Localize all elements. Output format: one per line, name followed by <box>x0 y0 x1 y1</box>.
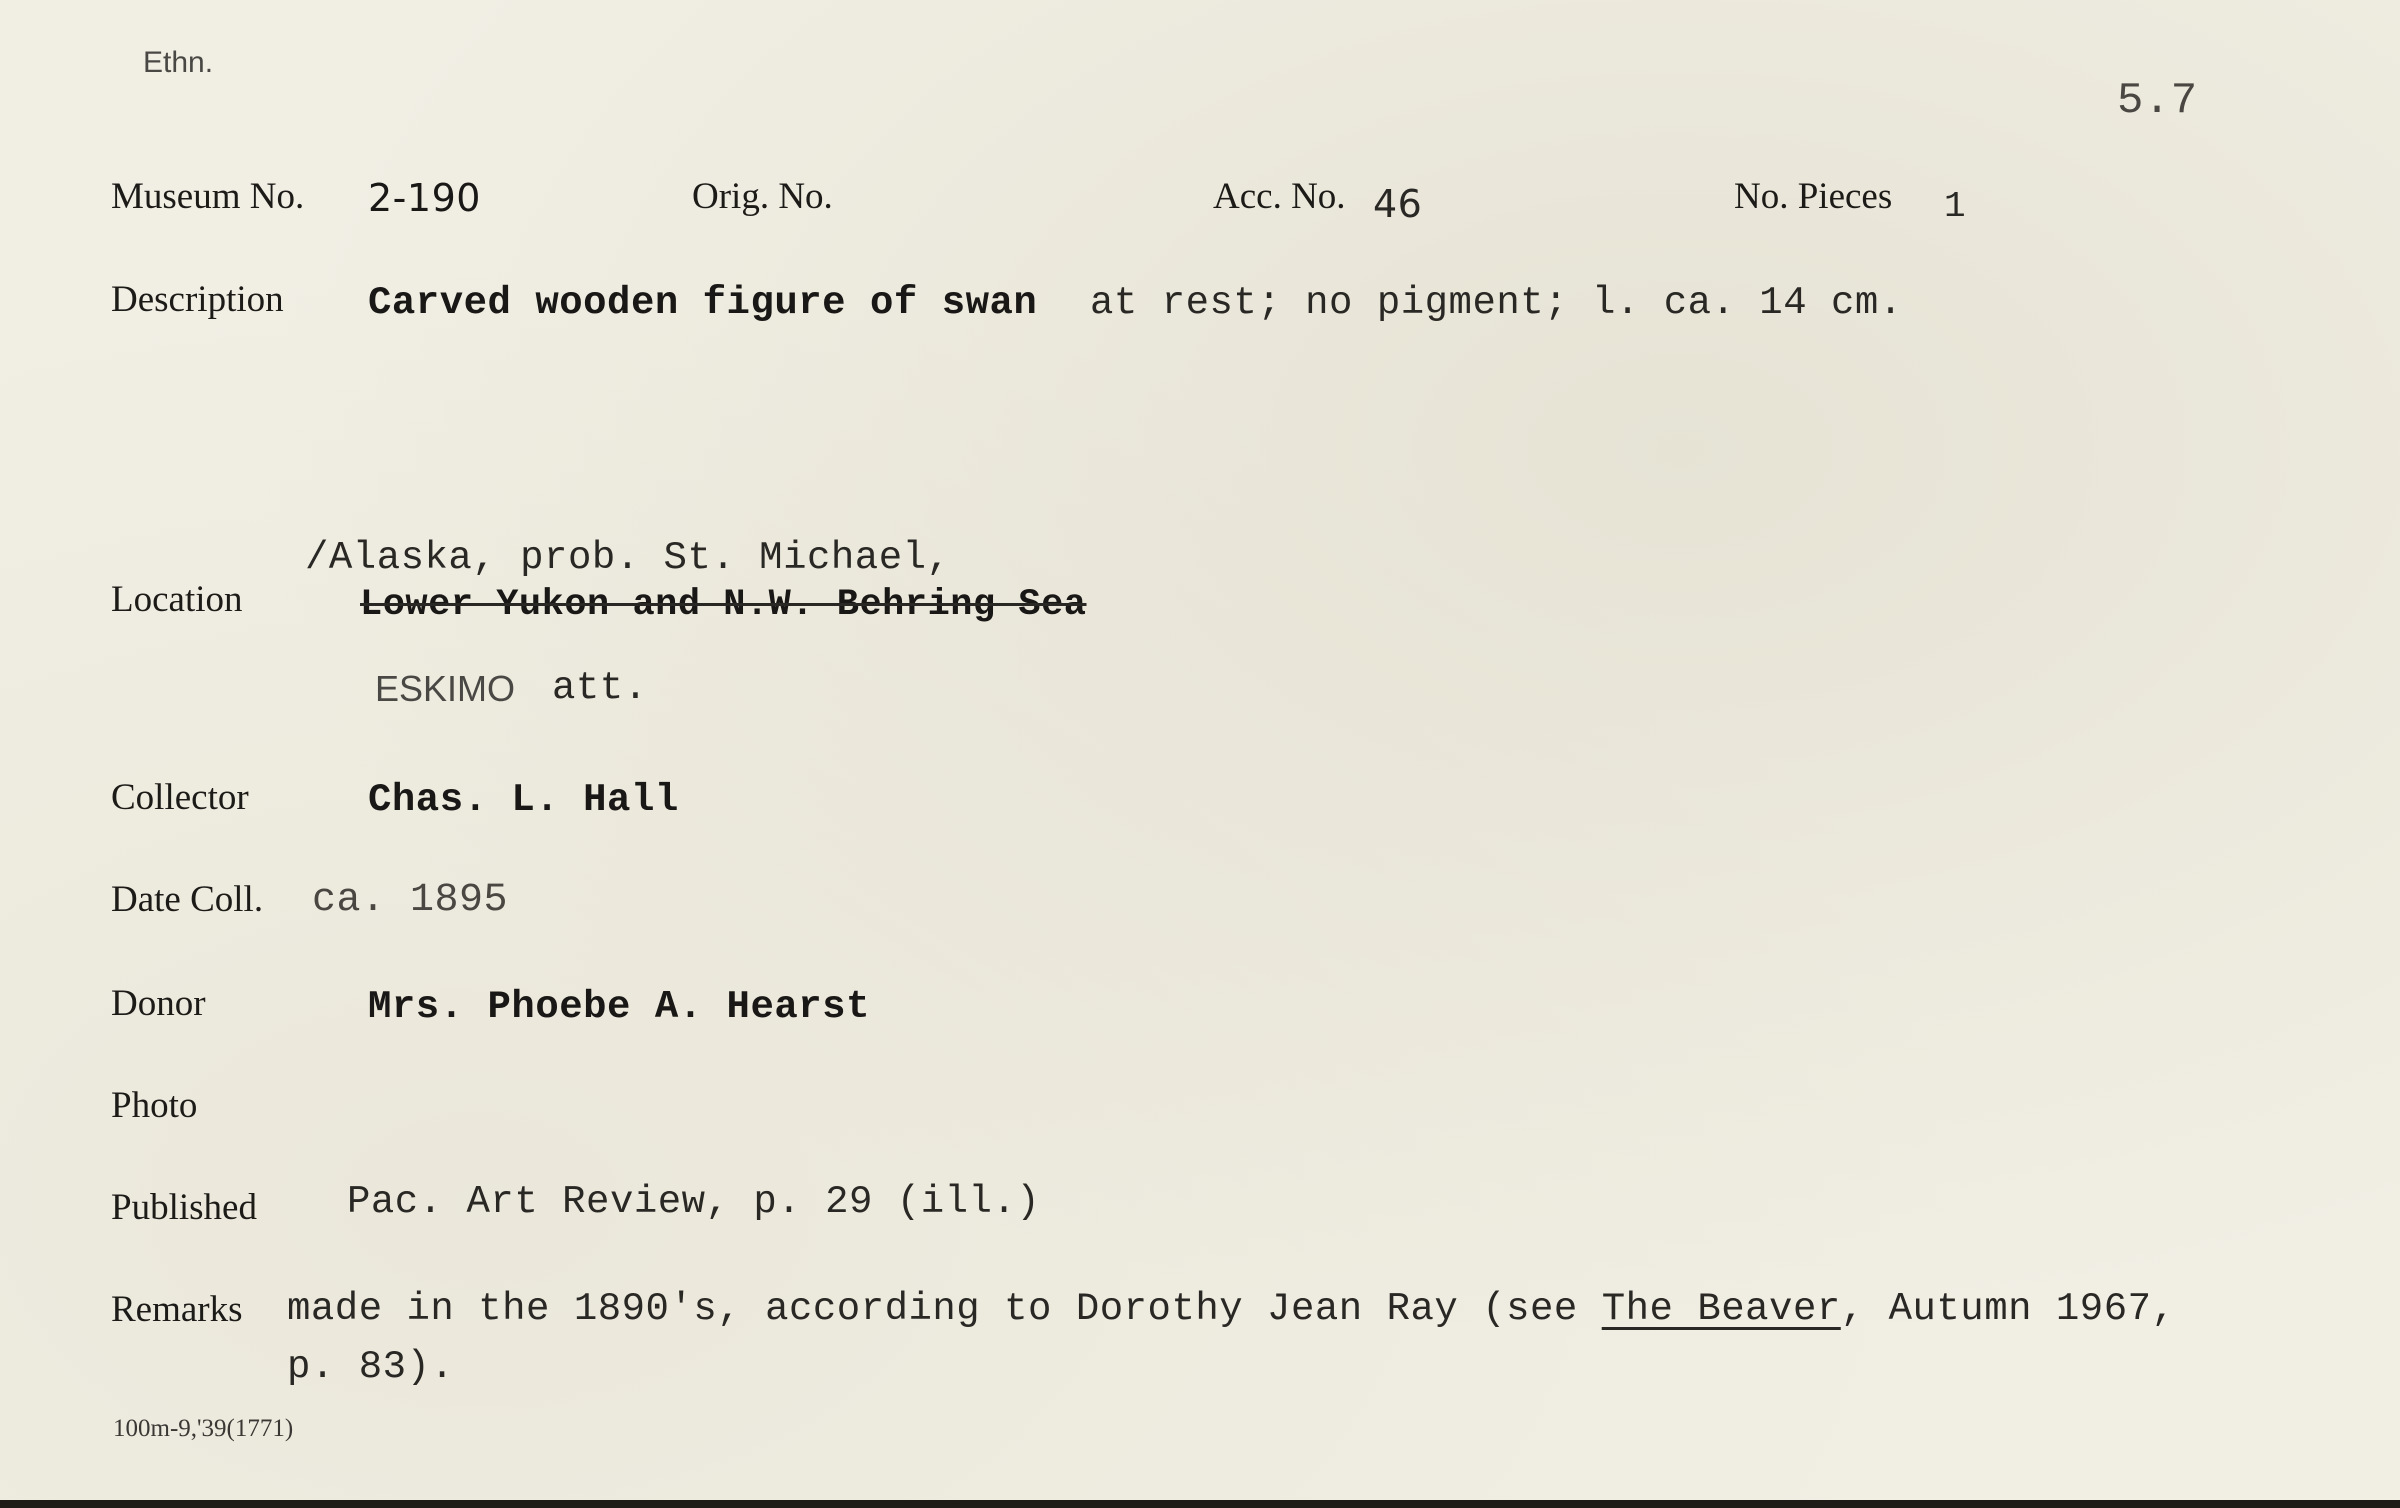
print-code: 100m-9,'39(1771) <box>113 1415 294 1442</box>
date-coll-value: ca. 1895 <box>312 878 509 923</box>
remarks-publication-title: The Beaver <box>1601 1287 1841 1331</box>
culture-stamp: ESKIMO <box>375 668 516 709</box>
location-label: Location <box>111 579 243 620</box>
no-pieces-label: No. Pieces <box>1734 176 1893 217</box>
culture-note: att. <box>552 666 648 710</box>
description-value-continued: at rest; no pigment; l. ca. 14 cm. <box>1090 281 1903 325</box>
donor-value: Mrs. Phoebe A. Hearst <box>368 985 870 1029</box>
published-value: Pac. Art Review, p. 29 (ill.) <box>347 1180 1041 1224</box>
department-stamp: Ethn. <box>143 46 214 79</box>
collector-label: Collector <box>111 777 249 818</box>
donor-label: Donor <box>111 983 206 1024</box>
orig-no-label: Orig. No. <box>692 176 833 217</box>
acc-no-label: Acc. No. <box>1213 176 1346 217</box>
collector-value: Chas. L. Hall <box>368 778 679 822</box>
remarks-value-line1 <box>287 1287 2175 1331</box>
description-value-typed: Carved wooden figure of swan <box>368 281 1038 325</box>
date-coll-label: Date Coll. <box>111 879 264 920</box>
photo-label: Photo <box>111 1085 198 1126</box>
museum-no-label: Museum No. <box>111 176 305 217</box>
location-added-value: /Alaska, prob. St. Michael, <box>305 536 951 580</box>
museum-no-value: 2-190 <box>368 176 481 220</box>
card-bottom-edge <box>0 1500 2400 1508</box>
catalog-reference: 5.7 <box>2117 76 2198 126</box>
remarks-value-line2: p. 83). <box>287 1345 455 1389</box>
published-label: Published <box>111 1187 257 1228</box>
remarks-label: Remarks <box>111 1289 243 1330</box>
no-pieces-value: 1 <box>1944 186 1967 227</box>
remarks-text-end: , Autumn 1967, <box>1840 1287 2176 1331</box>
acc-no-value: 46 <box>1373 182 1423 226</box>
location-struck-value: Lower Yukon and N.W. Behring Sea <box>360 584 1087 626</box>
description-label: Description <box>111 279 284 320</box>
remarks-text-start: made in the 1890's, according to Dorothy Jean Ray (see <box>287 1287 1578 1331</box>
